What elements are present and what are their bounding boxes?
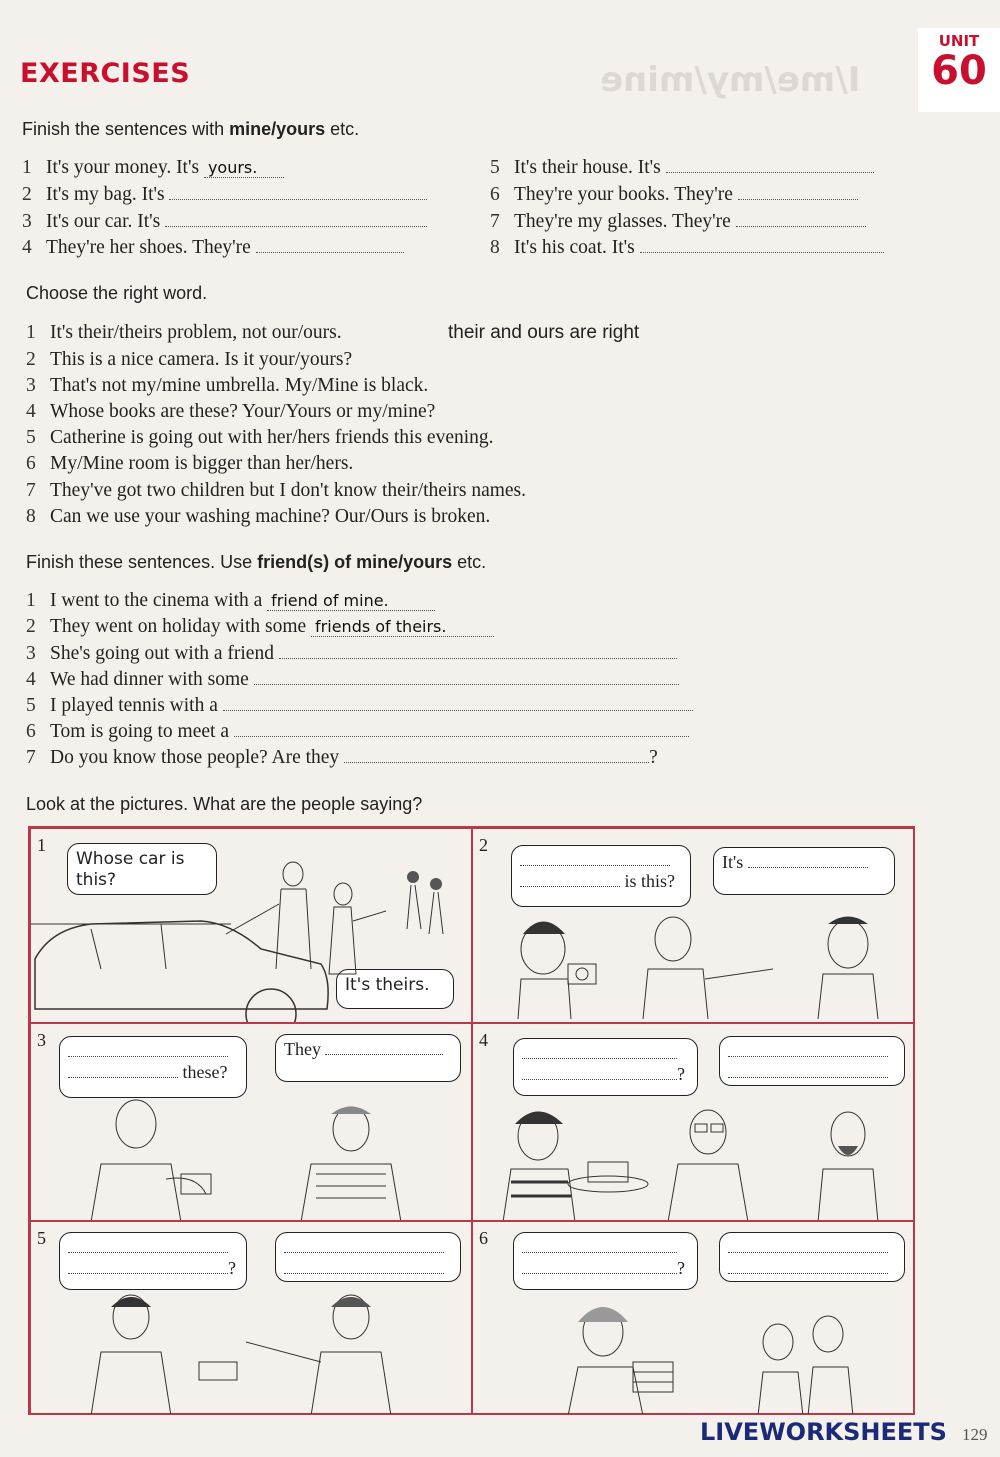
answer-field[interactable] [666,158,874,173]
item-number: 7 [490,211,500,232]
bubble-text: ? [677,1064,685,1084]
item-number: 6 [490,184,500,205]
item-number: 1 [26,322,36,343]
picture-cell-1 [30,828,472,1023]
picture-cell-3 [30,1023,472,1221]
ex1-item [22,211,427,233]
bubble-text: is this? [624,871,676,891]
ex1-item [22,184,427,206]
item-text: It's their house. It's [514,157,661,178]
answer-field[interactable] [640,238,884,253]
ghost-title: I/me/my/mine [600,60,861,100]
ex4-instruction: Look at the pictures. What are the people saying? [26,794,423,814]
ex1-item [490,211,866,233]
ex2-item [26,401,435,423]
answer-field[interactable] [234,722,689,737]
unit-badge [918,28,1000,112]
page-number: 129 [962,1425,988,1444]
picture-cell-5 [30,1221,472,1415]
ex2-instruction: Choose the right word. [26,283,208,303]
cell-number: 2 [479,835,488,855]
item-text: It's my bag. It's [46,184,165,205]
ex1-item [22,237,404,259]
item-number: 8 [26,506,36,527]
item-text: Can we use your washing machine? Our/Ours is broken. [50,506,491,527]
item-text: They're your books. They're [514,184,733,205]
ex3-instruction-end: etc. [452,552,487,572]
item-text: She's going out with a friend [50,643,274,664]
cell-number: 6 [479,1228,488,1248]
item-text: Catherine is going out with her/hers friends this evening. [50,427,494,448]
question-mark: ? [649,747,658,768]
answer-field[interactable] [736,212,866,227]
item-number: 4 [26,401,36,422]
picture-cell-2 [472,828,915,1023]
item-number: 1 [26,590,36,611]
item-text: I played tennis with a [50,695,218,716]
ex1-item [490,157,874,179]
ex1-item [490,237,884,259]
item-text: Do you know those people? Are they [50,747,340,768]
camera-illustration [473,829,915,1023]
item-number: 6 [26,721,36,742]
item-number: 8 [490,237,500,258]
answer-field[interactable]: friend of mine. [267,591,435,611]
bubble-text: ? [228,1258,236,1278]
ex1-instruction-bold: mine/yours [229,119,326,139]
item-number: 2 [22,184,32,205]
ex3-item [26,747,658,769]
cell-number: 3 [37,1030,46,1050]
item-number: 7 [26,747,36,768]
item-text: My/Mine room is bigger than her/hers. [50,453,354,474]
bubble-text: It's [722,852,744,872]
answer-field[interactable] [223,696,693,711]
item-number: 3 [26,643,36,664]
item-text: It's our car. It's [46,211,161,232]
answer-field[interactable]: friends of theirs. [311,617,494,637]
bubble-text: ? [677,1258,685,1278]
ex3-item [26,590,435,612]
ex3-instruction-text: Finish these sentences. Use [26,552,258,572]
example-note: their and ours are right [448,322,640,343]
item-number: 5 [26,695,36,716]
item-text: They're her shoes. They're [46,237,251,258]
liveworksheets-logo: LIVEWORKSHEETS [700,1418,947,1446]
answer-field[interactable] [254,670,679,685]
ex1-item [22,157,284,179]
picture-cell-6 [472,1221,915,1415]
bubble-text: Whose car is this? [76,849,185,890]
item-text: Tom is going to meet a [50,721,229,742]
item-number: 4 [22,237,32,258]
ex3-item [26,721,689,743]
item-number: 5 [490,157,500,178]
cell-number: 5 [37,1228,46,1248]
bubble-text: these? [182,1062,228,1082]
item-text: It's his coat. It's [514,237,635,258]
ex3-item [26,669,679,691]
item-text: They went on holiday with some [50,616,307,637]
ex1-instruction-end: etc. [325,119,360,139]
item-number: 2 [26,349,36,370]
bubble-text: It's theirs. [345,975,430,995]
item-text: They're my glasses. They're [514,211,731,232]
ex2-item [26,349,352,371]
unit-label: UNIT [938,32,980,50]
picture-grid [28,826,915,1415]
ex3-item [26,643,677,665]
item-text: We had dinner with some [50,669,249,690]
ex3-instruction [26,552,486,573]
answer-field[interactable] [279,644,677,659]
bubble-text: They [284,1039,321,1059]
cell-number: 4 [479,1030,488,1050]
ex2-item [26,480,526,502]
answer-field[interactable] [169,185,427,200]
item-number: 5 [26,427,36,448]
item-number: 4 [26,669,36,690]
picture-cell-4 [472,1023,915,1221]
item-number: 3 [26,375,36,396]
item-text: It's their/theirs problem, not our/ours. [50,322,342,343]
ex2-item [26,453,353,475]
ex3-item [26,695,693,717]
answer-field[interactable]: yours. [204,158,284,178]
item-number: 1 [22,157,32,178]
ex2-item [26,506,490,528]
answer-field[interactable] [165,212,427,227]
ex3-item [26,616,494,638]
item-number: 6 [26,453,36,474]
ex1-instruction-text: Finish the sentences with [22,119,230,139]
ex3-instruction-bold: friend(s) of mine/yours [257,552,453,572]
item-text: It's your money. It's [46,157,200,178]
item-number: 7 [26,480,36,501]
item-text: This is a nice camera. Is it your/yours? [50,349,353,370]
ex2-item [26,427,494,449]
item-number: 2 [26,616,36,637]
money-illustration [31,1222,472,1415]
item-text: That's not my/mine umbrella. My/Mine is black. [50,375,429,396]
answer-field[interactable] [344,748,649,763]
cake-illustration [473,1024,915,1221]
item-text: I went to the cinema with a [50,590,263,611]
car-illustration [31,829,472,1023]
ex1-item [490,184,858,206]
item-text: They've got two children but I don't know their/theirs names. [50,480,527,501]
books-illustration [473,1222,915,1415]
gloves-illustration [31,1024,472,1221]
item-text: Whose books are these? Your/Yours or my/mine? [50,401,436,422]
page-title: EXERCISES [20,58,191,89]
ex2-item [26,322,342,344]
answer-field[interactable] [256,238,404,253]
item-number: 3 [22,211,32,232]
ex1-instruction [22,119,359,140]
answer-field[interactable] [738,185,858,200]
cell-number: 1 [37,835,46,855]
unit-number: 60 [931,48,987,94]
ex2-item [26,375,428,397]
